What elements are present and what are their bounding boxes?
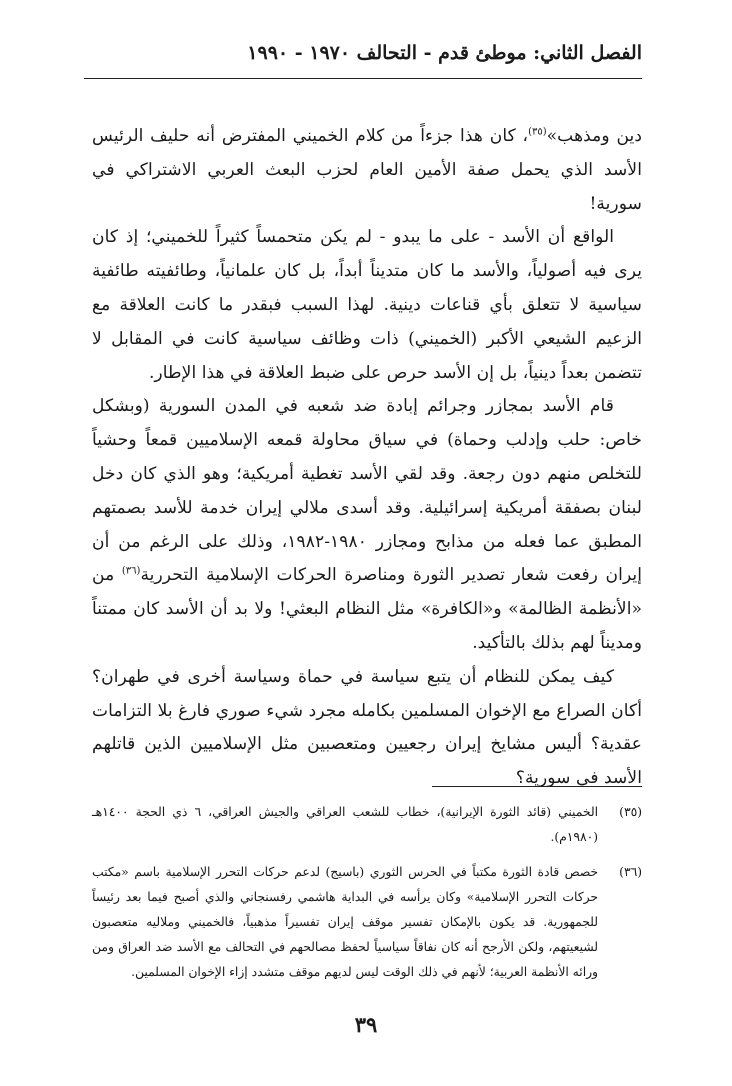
footnote-separator <box>432 786 642 787</box>
header-rule <box>84 78 642 79</box>
footnote-ref-36[interactable]: (٣٦) <box>121 565 141 577</box>
paragraph-1-text-cont: ، كان هذا جزءاً من كلام الخميني المفترض أنه حليف الرئيس الأسد الذي يحمل صفة الأمين العام لحزب البعث العربي الاشتراكي في سورية! <box>92 126 642 214</box>
paragraph-3 <box>92 390 642 660</box>
footnote-number: (٣٥) <box>619 805 642 819</box>
paragraph-1-text: دين ومذهب» <box>546 126 642 146</box>
footnotes <box>92 800 642 995</box>
page-number: ٣٩ <box>354 1012 378 1037</box>
footnote-36 <box>92 860 642 985</box>
footnote-text: خصص قادة الثورة مكتباً في الحرس الثوري (باسيج) لدعم حركات التحرر الإسلامية باسم «مكتب حركات التحرر الإسلامية» وكان يرأسه في البداية هاشمي رفسنجاني والذي أصبح فيما بعد رئيساً للجمهورية. قد يكون بالإمكان تفسير موقف إيران تفسيراً مذهبياً، فالخميني وملاليه متعصبون لشيعيتهم، ولكن الأرجح أنه كان نفاقاً سياسياً لحفظ مصالحهم في التحالف مع الأسد ضد العراق ومن ورائه الأنظمة العربية؛ لأنهم في ذلك الوقت ليس لديهم موقف متشدد إزاء الإخوان المسلمين. <box>92 865 598 979</box>
footnote-35 <box>92 800 642 850</box>
footnote-number: (٣٦) <box>619 865 642 879</box>
body-text <box>92 120 642 796</box>
paragraph-4: كيف يمكن للنظام أن يتبع سياسة في حماة وسياسة أخرى في طهران؟ أكان الصراع مع الإخوان المسلمين بكامله مجرد شيء صوري فارغ بلا التزامات عقدية؟ أليس مشايخ إيران رجعيين ومتعصبين مثل الإسلاميين الذين قاتلهم الأسد في سورية؟ <box>92 666 642 789</box>
paragraph-3-text: قام الأسد بمجازر وجرائم إبادة ضد شعبه في المدن السورية (وبشكل خاص: حلب وإدلب وحماة) في سياق محاولة قمعه الإسلاميين قمعاً وحشياً للتخلص منهم دون رجعة. وقد لقي الأسد تغطية أمريكية؛ وهو الذي كان دخل لبنان بصفقة أمريكية إسرائيلية. وقد أسدى ملالي إيران خدمة للأسد بصمتهم المطبق عما فعله من مذابح ومجازر ١٩٨٠-١٩٨٢، وذلك على الرغم من أن إيران رفعت شعار تصدير الثورة ومناصرة الحركات الإسلامية التحررية <box>92 396 642 586</box>
footnote-text: الخميني (قائد الثورة الإيرانية)، خطاب للشعب العراقي والجيش العراقي، ٦ ذي الحجة ١٤٠٠هـ (١٩٨٠م). <box>92 805 598 844</box>
paragraph-1 <box>92 120 642 221</box>
paragraph-3-text-cont: من «الأنظمة الظالمة» و«الكافرة» مثل النظام البعثي! ولا بد أن الأسد كان ممتناً ومديناً لهم بذلك بالتأكيد. <box>92 565 642 653</box>
footnote-ref-35[interactable]: (٣٥) <box>528 126 547 138</box>
paragraph-2: الواقع أن الأسد - على ما يبدو - لم يكن متحمساً كثيراً للخميني؛ إذ كان يرى فيه أصولياً، والأسد ما كان متديناً أبداً، بل كان علمانياً، وطائفيته طائفية سياسية لا تتعلق بأي قناعات دينية. لهذا السبب فبقدر ما كانت العلاقة مع الزعيم الشيعي الأكبر (الخميني) ذات وظائف سياسية كانت في المقابل لا تتضمن بعداً دينياً، بل إن الأسد حرص على ضبط العلاقة في هذا الإطار. <box>92 227 642 383</box>
running-header: الفصل الثاني: موطئ قدم - التحالف ١٩٧٠ - ١٩٩٠ <box>247 42 642 64</box>
